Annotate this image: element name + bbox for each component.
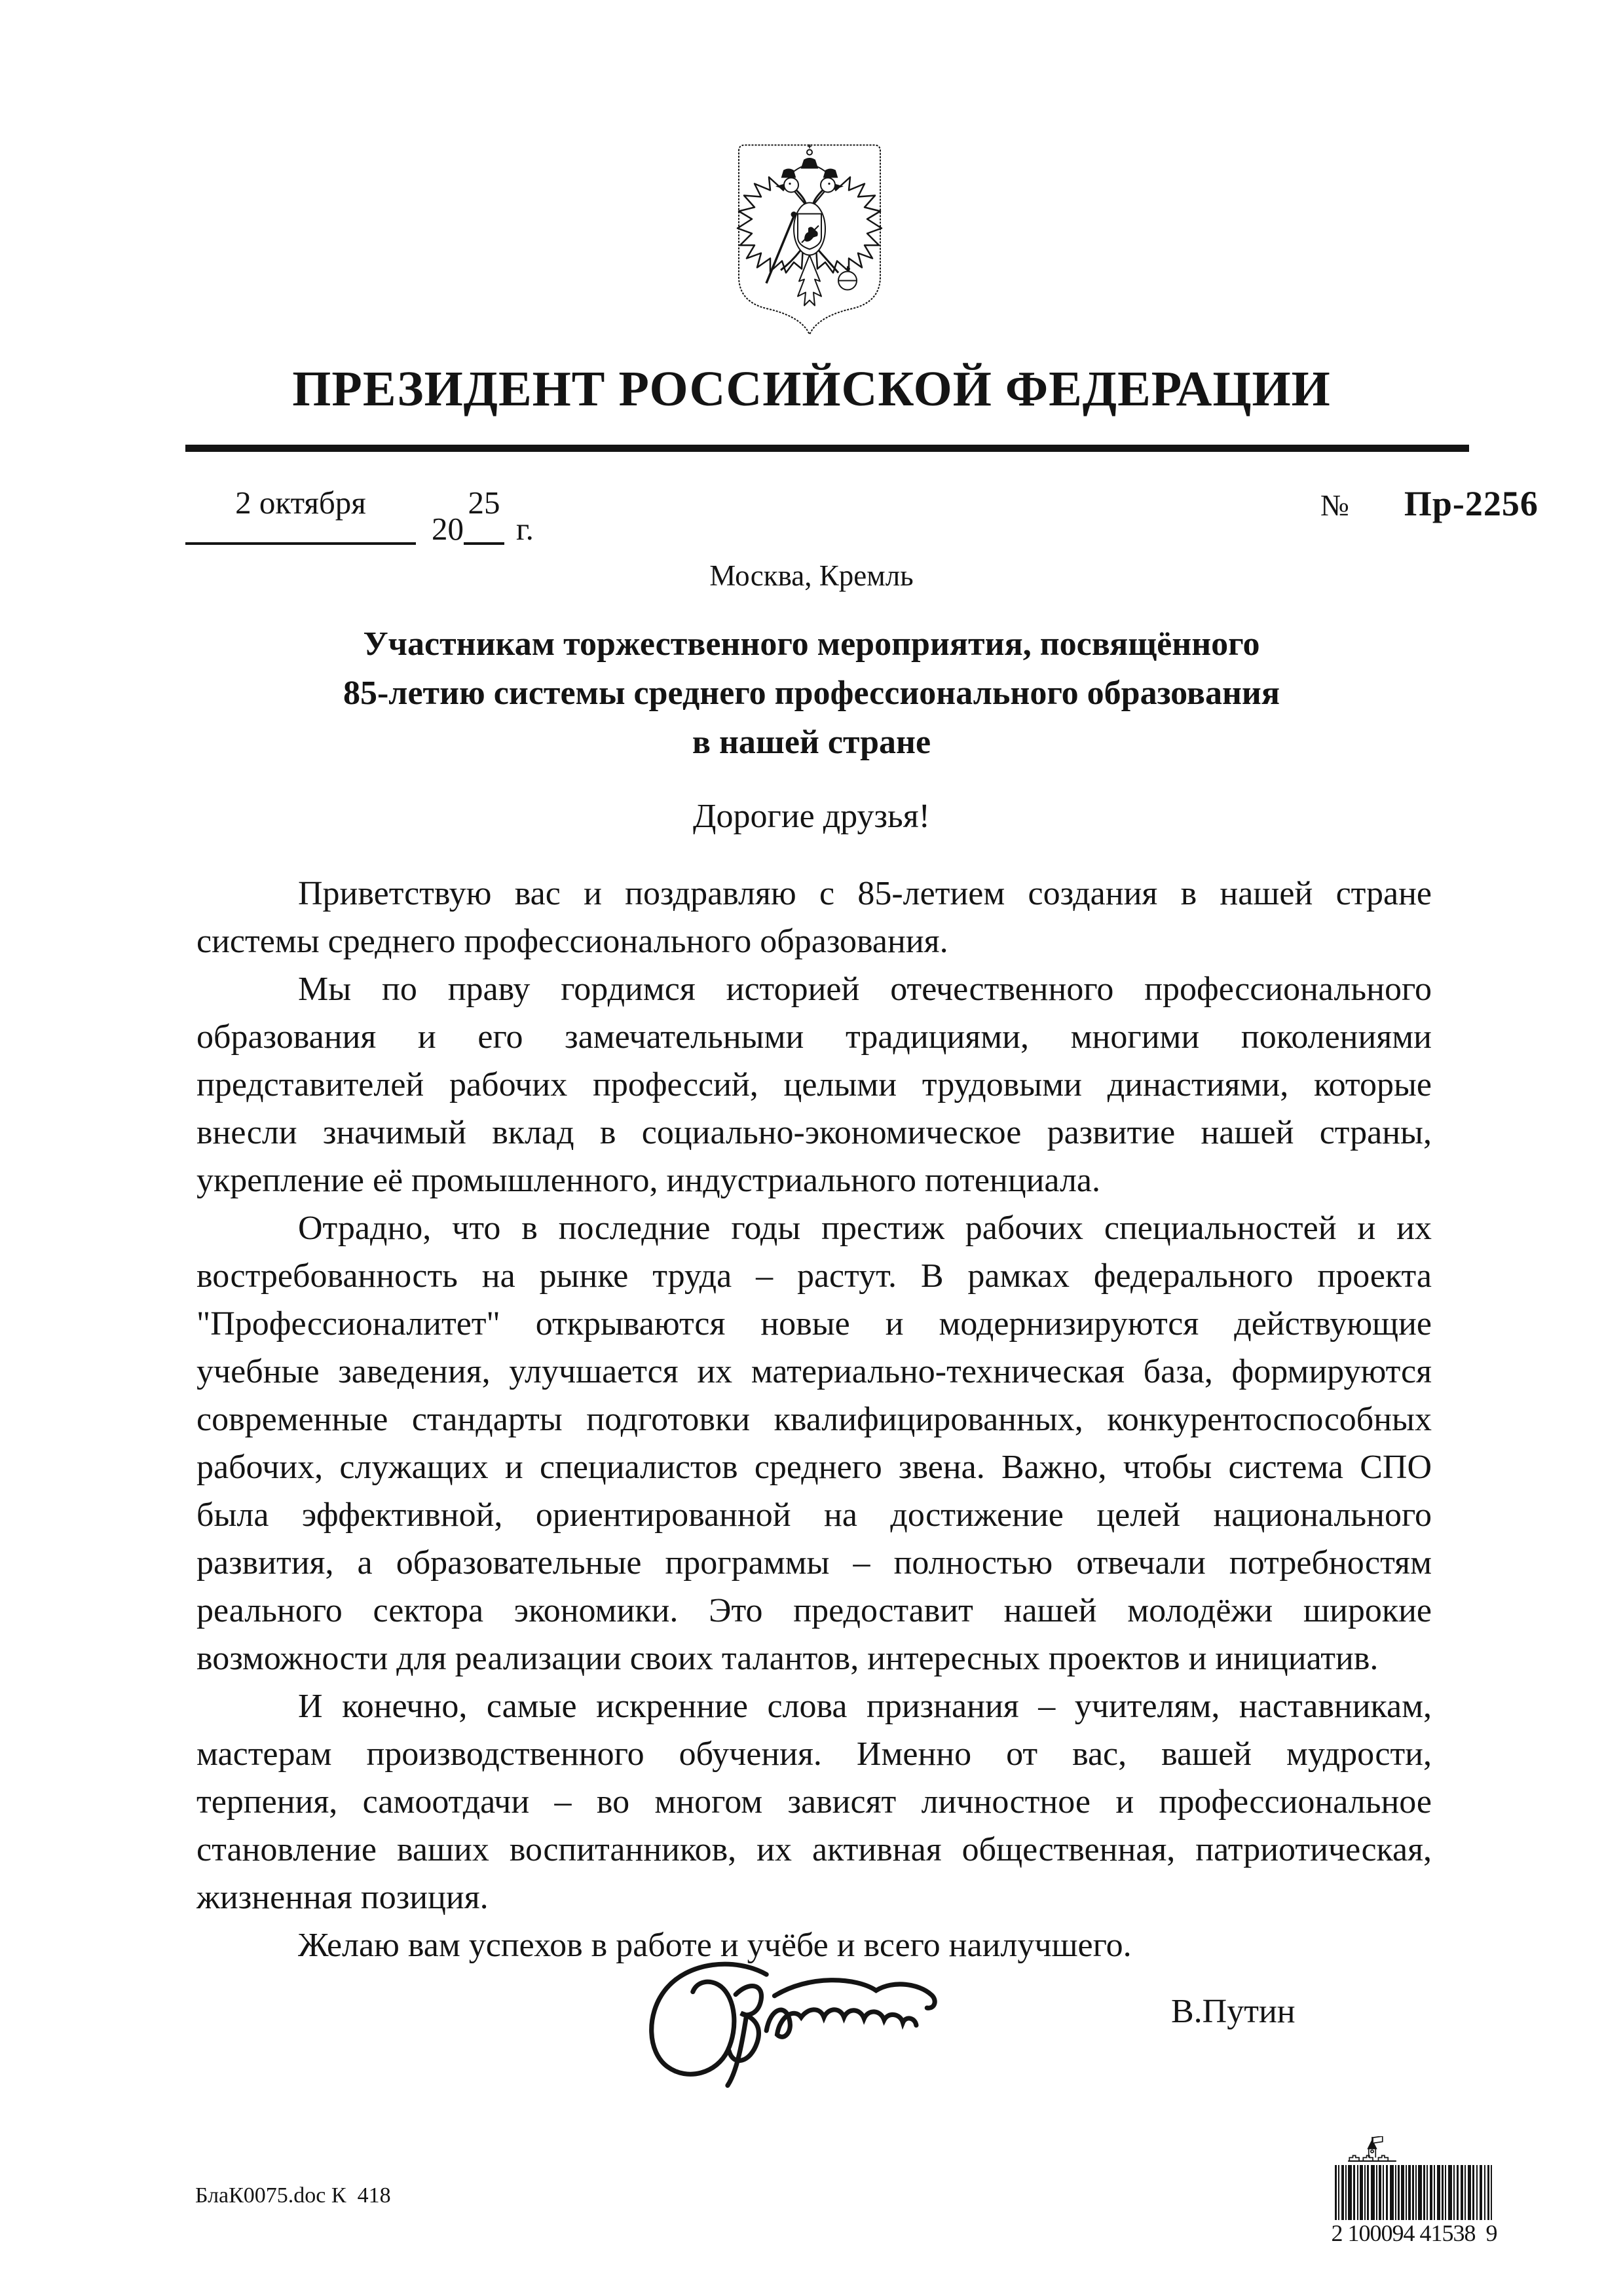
signature-scrawl-icon [635, 1952, 950, 2092]
addressee-line: 85-летию системы среднего профессионального образования [343, 675, 1280, 712]
body-line: востребованность на рынке труда – растут. В рамках федерального проекта [196, 1257, 1432, 1295]
date-blank-long [185, 470, 416, 545]
russian-coat-of-arms-icon [731, 140, 888, 341]
date-year-suffix: г. [516, 511, 534, 547]
barcode-digits: 2 100094 41538 9 [1331, 2220, 1497, 2246]
document-number [1320, 486, 1539, 521]
numero-sign: № [1320, 489, 1349, 522]
addressee-line: Участникам торжественного мероприятия, посвящённого [363, 625, 1260, 663]
body-line: мастерам производственного обучения. Именно от вас, вашей мудрости, [196, 1735, 1432, 1773]
body-line: Отрадно, что в последние годы престиж рабочих специальностей и их [298, 1210, 1432, 1247]
date-year: 25 [468, 485, 500, 521]
body-line: укрепление её промышленного, индустриального потенциала. [196, 1162, 1100, 1199]
body-line: внесли значимый вклад в социально-экономическое развитие нашей страны, [196, 1114, 1432, 1151]
body-line: Желаю вам успехов в работе и учёбе и всего наилучшего. [298, 1927, 1132, 1964]
addressee-block [0, 620, 1623, 767]
body-line: реального сектора экономики. Это предоставит нашей молодёжи широкие [196, 1592, 1432, 1629]
letter-body [196, 870, 1432, 1969]
signature-name: В.Путин [1171, 1993, 1296, 2030]
barcode-block [1331, 2136, 1510, 2246]
body-line: развития, а образовательные программы – полностью отвечали потребностям [196, 1544, 1432, 1582]
place-line: Москва, Кремль [709, 559, 914, 592]
body-line: Мы по праву гордимся историей отечественного профессионального [298, 971, 1432, 1008]
body-line: системы среднего профессионального образования. [196, 923, 948, 960]
body-line: возможности для реализации своих талантов, интересных проектов и инициатив. [196, 1640, 1379, 1677]
barcode [1334, 2165, 1493, 2220]
header-rule [185, 445, 1469, 452]
date-blank-short [464, 470, 504, 545]
body-line: современные стандарты подготовки квалифицированных, конкурентоспособных [196, 1401, 1432, 1438]
body-line: Приветствую вас и поздравляю с 85-летием создания в нашей стране [298, 875, 1432, 912]
body-line: учебные заведения, улучшается их материально-техническая база, формируются [196, 1353, 1432, 1390]
body-line: рабочих, служащих и специалистов среднего звена. Важно, чтобы система СПО [196, 1449, 1432, 1486]
body-line: представителей рабочих профессий, целыми трудовыми династиями, которые [196, 1066, 1432, 1103]
body-line: становление ваших воспитанников, их активная общественная, патриотическая, [196, 1831, 1432, 1868]
body-line: образования и его замечательными традициями, многими поколениями [196, 1018, 1432, 1056]
body-line: терпения, самоотдачи – во многом зависят личностное и профессиональное [196, 1783, 1432, 1821]
kremlin-tower-icon [1348, 2136, 1396, 2162]
body-line: жизненная позиция. [196, 1879, 489, 1916]
salutation: Дорогие друзья! [693, 798, 930, 835]
addressee-line: в нашей стране [692, 724, 931, 761]
body-line: И конечно, самые искренние слова признания – учителям, наставникам, [298, 1688, 1432, 1725]
footer-doc-code: БлаК0075.doc К 418 [195, 2183, 391, 2208]
body-line: "Профессионалитет" открываются новые и модернизируются действующие [196, 1305, 1432, 1342]
date-line [185, 473, 534, 545]
body-line: была эффективной, ориентированной на достижение целей национального [196, 1496, 1432, 1534]
date-day-month: 2 октября [235, 485, 366, 521]
date-century: 20 [432, 511, 464, 547]
document-number-value: Пр-2256 [1404, 484, 1539, 523]
letterhead-title: ПРЕЗИДЕНТ РОССИЙСКОЙ ФЕДЕРАЦИИ [292, 361, 1331, 417]
